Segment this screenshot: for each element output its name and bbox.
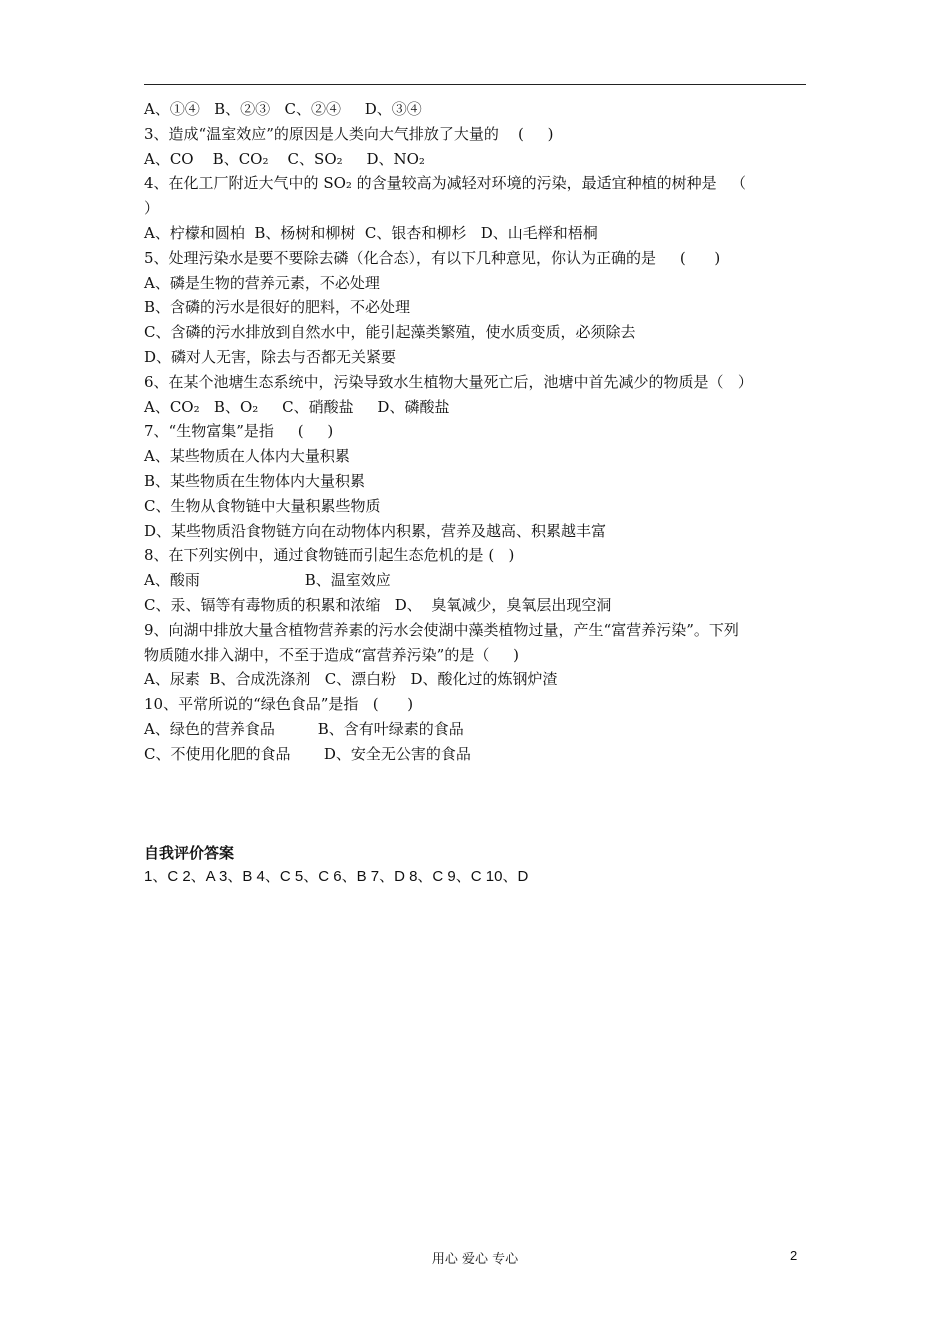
question-5-stem: 5、处理污染水是要不要除去磷（化合态），有以下几种意见，你认为正确的是 ( )	[144, 248, 721, 267]
question-7-option-c: C、生物从食物链中大量积累些物质	[144, 496, 381, 515]
document-body	[144, 97, 806, 890]
question-7-stem: 7、“生物富集”是指 ( )	[144, 422, 334, 441]
question-5-option-c: C、含磷的污水排放到自然水中，能引起藻类繁殖，使水质变质，必须除去	[144, 323, 636, 342]
question-9-stem-cont: 物质随水排入湖中，不至于造成“富营养污染”的是（ )	[144, 645, 520, 664]
question-2-options: A、①④ B、②③ C、②④ D、③④	[144, 100, 422, 118]
question-8-options-ab: A、酸雨 B、温室效应	[144, 571, 391, 590]
question-10-stem: 10、平常所说的“绿色食品”是指 ( )	[144, 695, 414, 714]
question-8-options-cd: C、汞、镉等有毒物质的积累和浓缩 D、 臭氧减少，臭氧层出现空洞	[144, 595, 612, 614]
question-4-stem-cont: ）	[144, 199, 160, 218]
footer-slogan: 用心 爱心 专心	[431, 1252, 519, 1267]
answers-text: 1、C 2、A 3、B 4、C 5、C 6、B 7、D 8、C 9、C 10、D	[144, 868, 529, 886]
answers-heading: 自我评价答案	[144, 843, 235, 862]
question-7-option-b: B、某些物质在生物体内大量积累	[144, 471, 366, 490]
page-number: 2	[790, 1248, 798, 1263]
question-6-options: A、CO₂ B、O₂ C、硝酸盐 D、磷酸盐	[144, 397, 450, 416]
question-6-stem: 6、在某个池塘生态系统中，污染导致水生植物大量死亡后，池塘中首先减少的物质是（ ）	[144, 372, 753, 391]
question-9-options: A、尿素 B、合成洗涤剂 C、漂白粉 D、酸化过的炼钢炉渣	[144, 670, 558, 689]
question-4-options: A、柠檬和圆柏 B、杨树和柳树 C、银杏和柳杉 D、山毛榉和梧桐	[144, 223, 598, 242]
question-8-stem: 8、在下列实例中，通过食物链而引起生态危机的是 ( )	[144, 546, 515, 565]
header-rule	[144, 84, 806, 85]
question-5-option-a: A、磷是生物的营养元素，不必处理	[144, 273, 380, 292]
question-4-stem: 4、在化工厂附近大气中的 SO₂ 的含量较高为减轻对环境的污染，最适宜种植的树种是 （	[144, 174, 746, 193]
question-10-options-ab: A、绿色的营养食品 B、含有叶绿素的食品	[144, 719, 464, 738]
question-3-options: A、CO B、CO₂ C、SO₂ D、NO₂	[144, 149, 425, 168]
question-5-option-d: D、磷对人无害，除去与否都无关紧要	[144, 347, 397, 366]
question-3-stem: 3、造成“温室效应”的原因是人类向大气排放了大量的 ( )	[144, 124, 554, 143]
question-10-options-cd: C、不使用化肥的食品 D、安全无公害的食品	[144, 744, 471, 763]
question-5-option-b: B、含磷的污水是很好的肥料，不必处理	[144, 298, 411, 317]
question-7-option-a: A、某些物质在人体内大量积累	[144, 447, 350, 466]
question-9-stem: 9、向湖中排放大量含植物营养素的污水会使湖中藻类植物过量，产生“富营养污染”。下列	[144, 620, 739, 639]
question-7-option-d: D、某些物质沿食物链方向在动物体内积累，营养及越高、积累越丰富	[144, 521, 607, 540]
